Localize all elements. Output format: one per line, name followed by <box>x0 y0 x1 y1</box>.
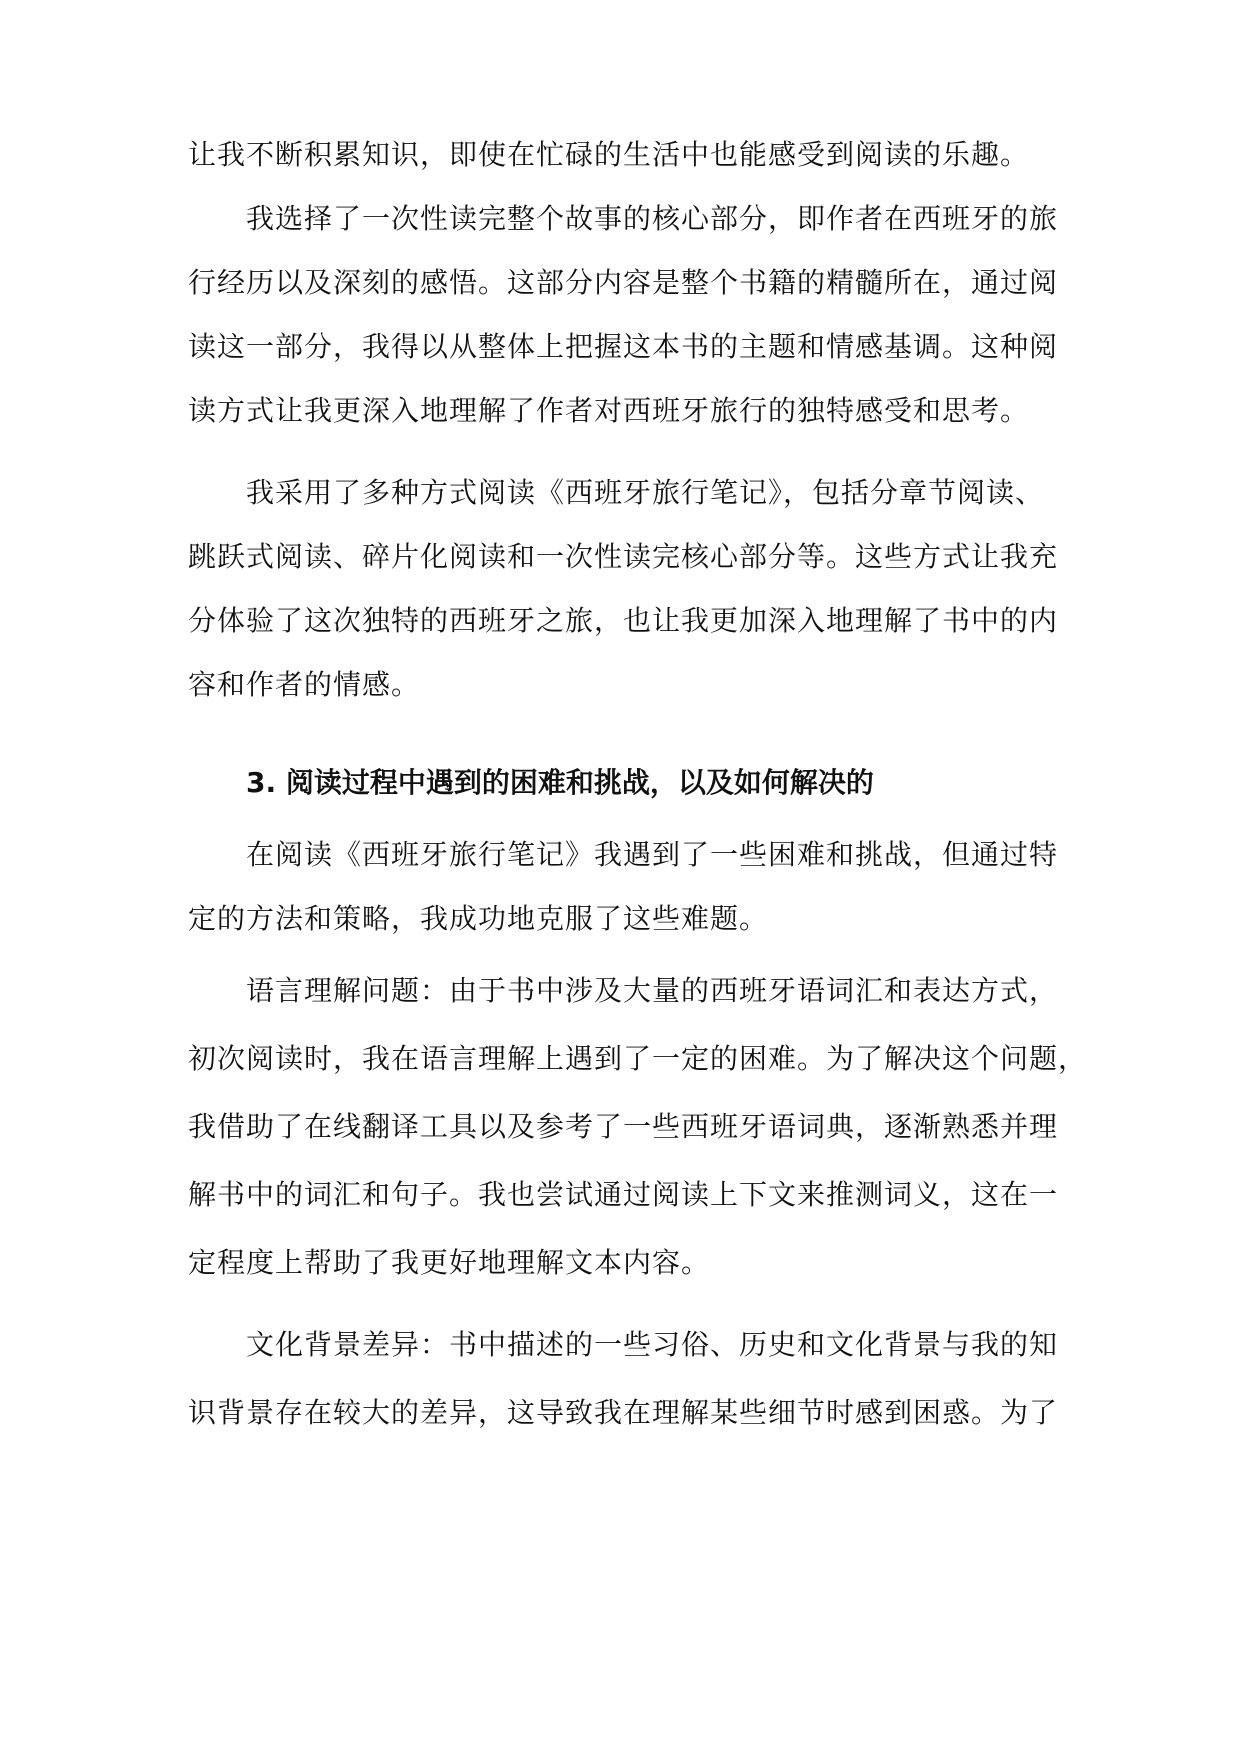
paragraph-line: 在阅读《西班牙旅行笔记》我遇到了一些困难和挑战，但通过特 <box>246 838 1059 871</box>
paragraph-line: 读方式让我更深入地理解了作者对西班牙旅行的独特感受和思考。 <box>188 394 1030 427</box>
paragraph-line: 行经历以及深刻的感悟。这部分内容是整个书籍的精髓所在，通过阅 <box>188 266 1059 299</box>
paragraph-line: 我借助了在线翻译工具以及参考了一些西班牙语词典，逐渐熟悉并理 <box>188 1110 1059 1143</box>
paragraph-line: 语言理解问题：由于书中涉及大量的西班牙语词汇和表达方式， <box>246 974 1059 1007</box>
paragraph-line: 初次阅读时，我在语言理解上遇到了一定的困难。为了解决这个问题， <box>188 1042 1088 1075</box>
paragraph-line: 定程度上帮助了我更好地理解文本内容。 <box>188 1246 711 1279</box>
paragraph-line: 跳跃式阅读、碎片化阅读和一次性读完核心部分等。这些方式让我充 <box>188 540 1059 573</box>
paragraph-line: 文化背景差异：书中描述的一些习俗、历史和文化背景与我的知 <box>246 1328 1059 1361</box>
paragraph-line: 读这一部分，我得以从整体上把握这本书的主题和情感基调。这种阅 <box>188 330 1059 363</box>
paragraph-line: 我选择了一次性读完整个故事的核心部分，即作者在西班牙的旅 <box>246 202 1059 235</box>
section-heading: 3. 阅读过程中遇到的困难和挑战，以及如何解决的 <box>246 766 874 799</box>
paragraph-line: 定的方法和策略，我成功地克服了这些难题。 <box>188 902 769 935</box>
paragraph-line: 我采用了多种方式阅读《西班牙旅行笔记》，包括分章节阅读、 <box>246 476 1045 509</box>
paragraph-line: 分体验了这次独特的西班牙之旅，也让我更加深入地理解了书中的内 <box>188 604 1059 637</box>
paragraph-line: 让我不断积累知识，即使在忙碌的生活中也能感受到阅读的乐趣。 <box>188 138 1030 171</box>
paragraph-line: 识背景存在较大的差异，这导致我在理解某些细节时感到困惑。为了 <box>188 1396 1059 1429</box>
paragraph-line: 容和作者的情感。 <box>188 668 421 701</box>
paragraph-line: 解书中的词汇和句子。我也尝试通过阅读上下文来推测词义，这在一 <box>188 1178 1059 1211</box>
